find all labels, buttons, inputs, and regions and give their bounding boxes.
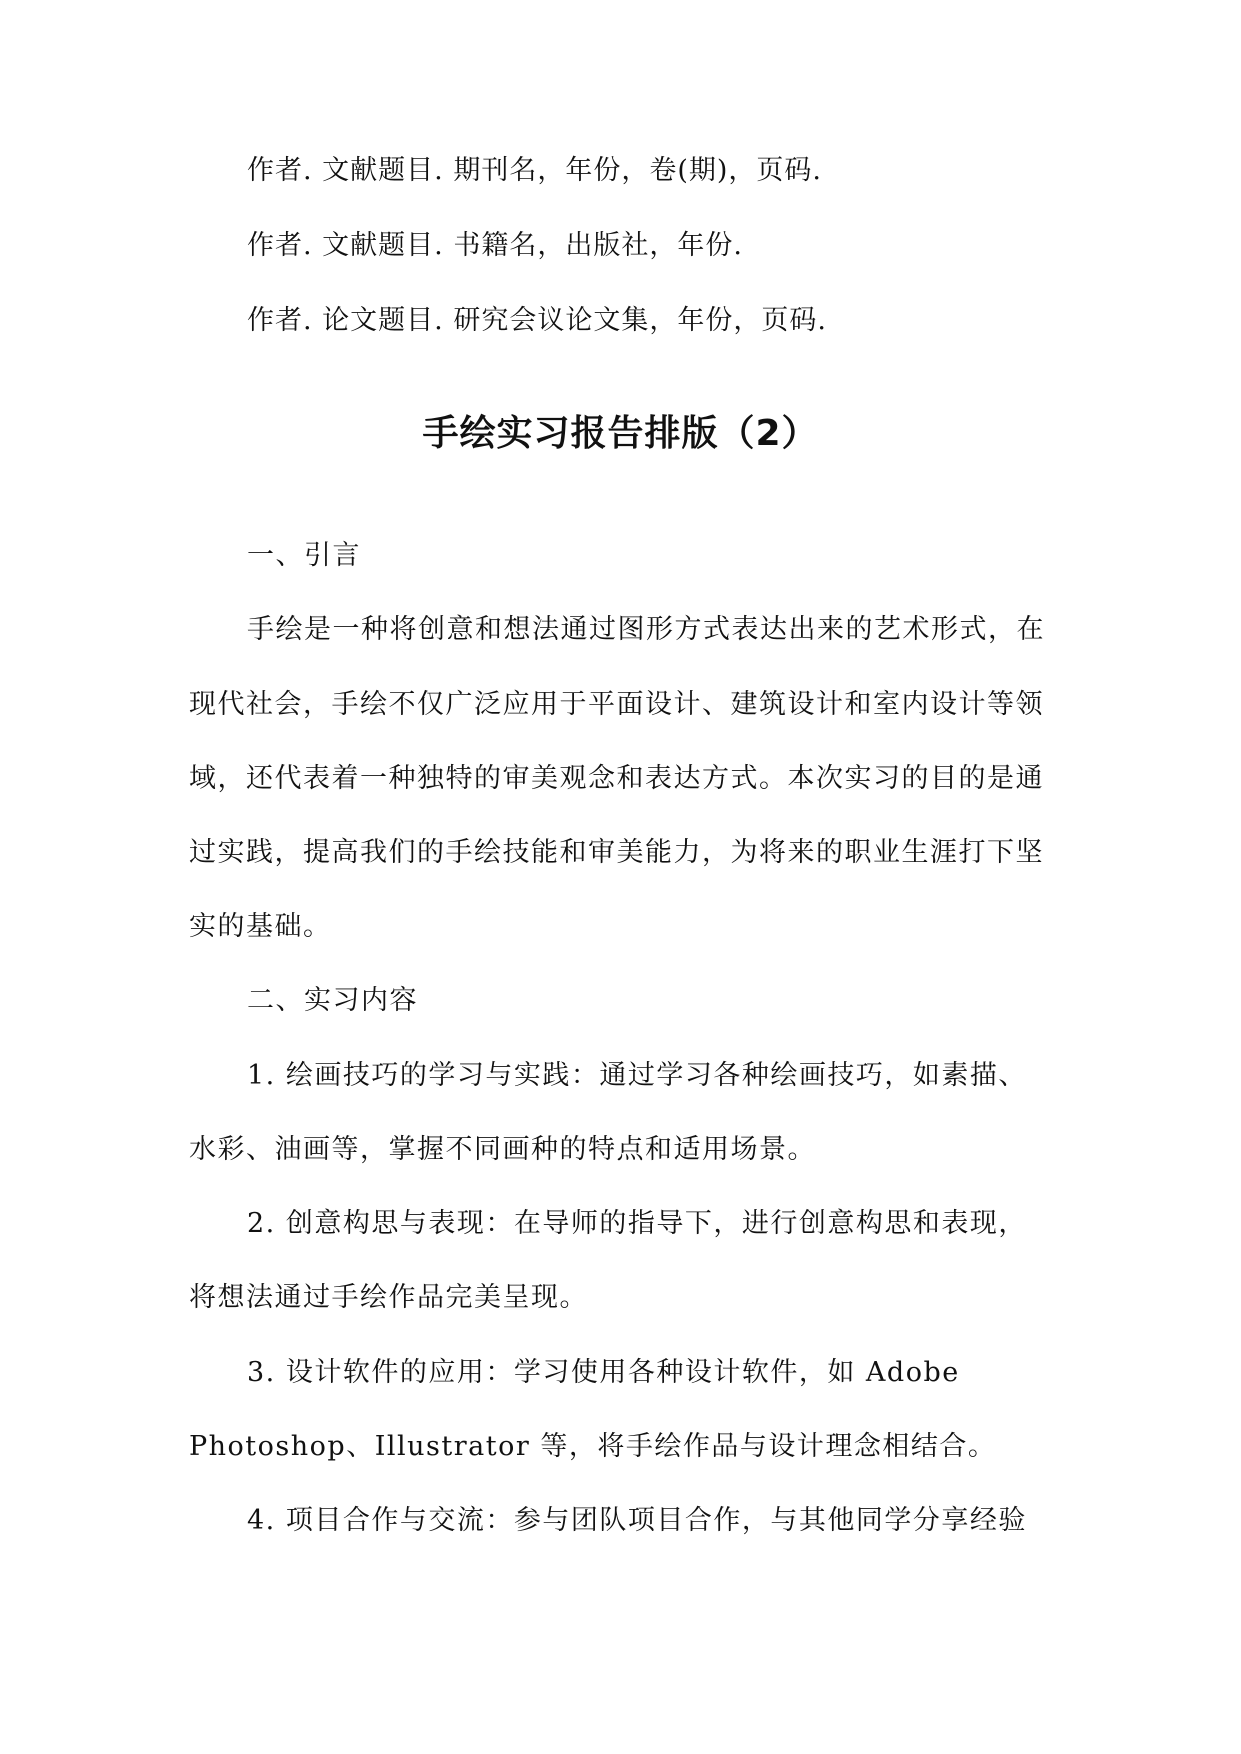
item-3-line-1: 3. 设计软件的应用：学习使用各种设计软件，如 Adobe <box>247 1357 960 1388</box>
item-4-line-1: 4. 项目合作与交流：参与团队项目合作，与其他同学分享经验 <box>247 1505 1027 1536</box>
intro-line-3: 域，还代表着一种独特的审美观念和表达方式。本次实习的目的是通 <box>189 763 1044 794</box>
intro-line-1: 手绘是一种将创意和想法通过图形方式表达出来的艺术形式，在 <box>247 614 1045 645</box>
item-3-line-2: Photoshop、Illustrator 等，将手绘作品与设计理念相结合。 <box>189 1431 997 1462</box>
reference-journal: 作者. 文献题目. 期刊名，年份，卷(期)，页码. <box>247 155 822 186</box>
section-heading-content: 二、实习内容 <box>247 985 418 1016</box>
intro-line-2: 现代社会，手绘不仅广泛应用于平面设计、建筑设计和室内设计等领 <box>189 689 1044 720</box>
section-heading-intro: 一、引言 <box>247 540 361 571</box>
item-1-line-1: 1. 绘画技巧的学习与实践：通过学习各种绘画技巧，如素描、 <box>247 1060 1027 1091</box>
item-1-line-2: 水彩、油画等，掌握不同画种的特点和适用场景。 <box>189 1134 816 1165</box>
item-2-line-1: 2. 创意构思与表现：在导师的指导下，进行创意构思和表现， <box>247 1208 1027 1239</box>
intro-line-5: 实的基础。 <box>189 911 332 942</box>
intro-line-4: 过实践，提高我们的手绘技能和审美能力，为将来的职业生涯打下坚 <box>189 837 1044 868</box>
reference-conference: 作者. 论文题目. 研究会议论文集，年份，页码. <box>247 305 827 336</box>
item-2-line-2: 将想法通过手绘作品完美呈现。 <box>189 1282 588 1313</box>
reference-book: 作者. 文献题目. 书籍名，出版社，年份. <box>247 230 743 261</box>
document-title: 手绘实习报告排版（2） <box>422 413 819 454</box>
